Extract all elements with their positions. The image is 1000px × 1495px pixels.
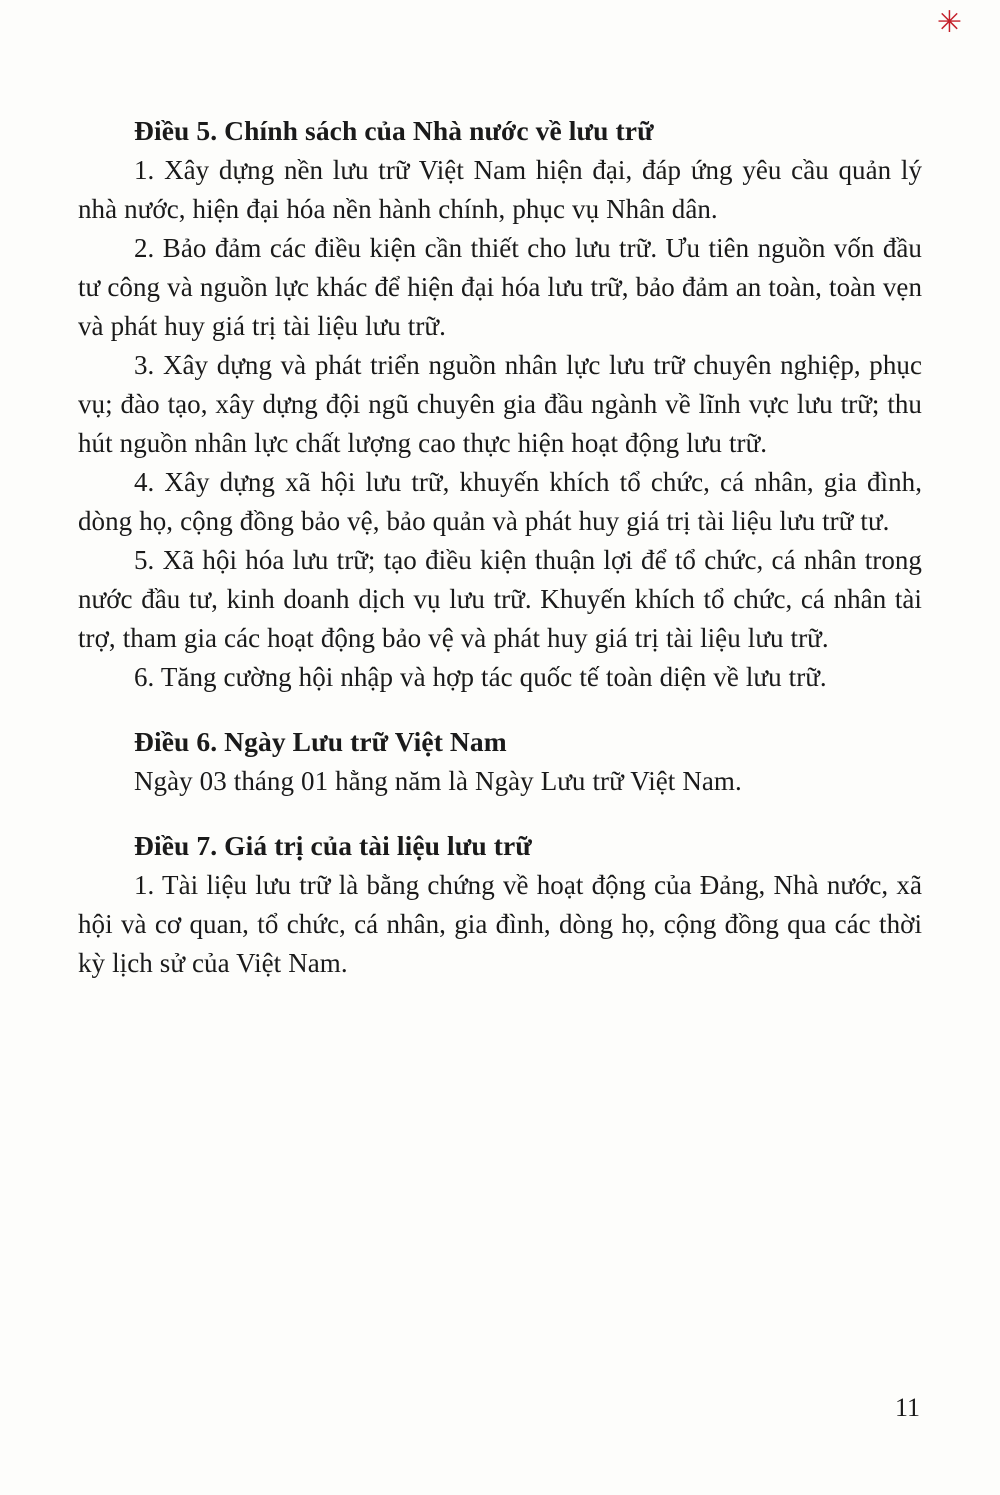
paragraph-7-1: 1. Tài liệu lưu trữ là bằng chứng về hoạt động của Đảng, Nhà nước, xã hội và cơ quan, tổ chức, cá nhân, gia đình, dòng họ, cộng đồng qua các thời kỳ lịch sử của Việt Nam.	[78, 870, 922, 979]
paragraph-5-6: 6. Tăng cường hội nhập và hợp tác quốc tế toàn diện về lưu trữ.	[134, 662, 827, 693]
paragraph-5-2: 2. Bảo đảm các điều kiện cần thiết cho lưu trữ. Ưu tiên nguồn vốn đầu tư công và nguồn lực khác để hiện đại hóa lưu trữ, bảo đảm an toàn, toàn vẹn và phát huy giá trị tài liệu lưu trữ.	[78, 233, 922, 342]
section-heading-dieu-6: Điều 6. Ngày Lưu trữ Việt Nam	[134, 726, 507, 758]
paragraph-5-1: 1. Xây dựng nền lưu trữ Việt Nam hiện đại, đáp ứng yêu cầu quản lý nhà nước, hiện đại hóa nền hành chính, phục vụ Nhân dân.	[78, 155, 922, 225]
paragraph-5-3: 3. Xây dựng và phát triển nguồn nhân lực lưu trữ chuyên nghiệp, phục vụ; đào tạo, xây dựng đội ngũ chuyên gia đầu ngành về lĩnh vực lưu trữ; thu hút nguồn nhân lực chất lượng cao thực hiện hoạt động lưu trữ.	[78, 350, 922, 459]
page-content	[78, 112, 922, 983]
paragraph-5-4: 4. Xây dựng xã hội lưu trữ, khuyến khích tổ chức, cá nhân, gia đình, dòng họ, cộng đồng bảo vệ, bảo quản và phát huy giá trị tài liệu lưu trữ tư.	[78, 467, 922, 537]
asterisk-icon: ✳	[936, 5, 962, 40]
section-heading-dieu-7: Điều 7. Giá trị của tài liệu lưu trữ	[134, 830, 532, 862]
paragraph-6-1: Ngày 03 tháng 01 hằng năm là Ngày Lưu trữ Việt Nam.	[134, 766, 742, 797]
paragraph-5-5: 5. Xã hội hóa lưu trữ; tạo điều kiện thuận lợi để tổ chức, cá nhân trong nước đầu tư, kinh doanh dịch vụ lưu trữ. Khuyến khích tổ chức, cá nhân tài trợ, tham gia các hoạt động bảo vệ và phát huy giá trị tài liệu lưu trữ.	[78, 545, 922, 654]
section-heading-dieu-5: Điều 5. Chính sách của Nhà nước về lưu trữ	[134, 115, 654, 146]
page-number: 11	[894, 1393, 920, 1422]
